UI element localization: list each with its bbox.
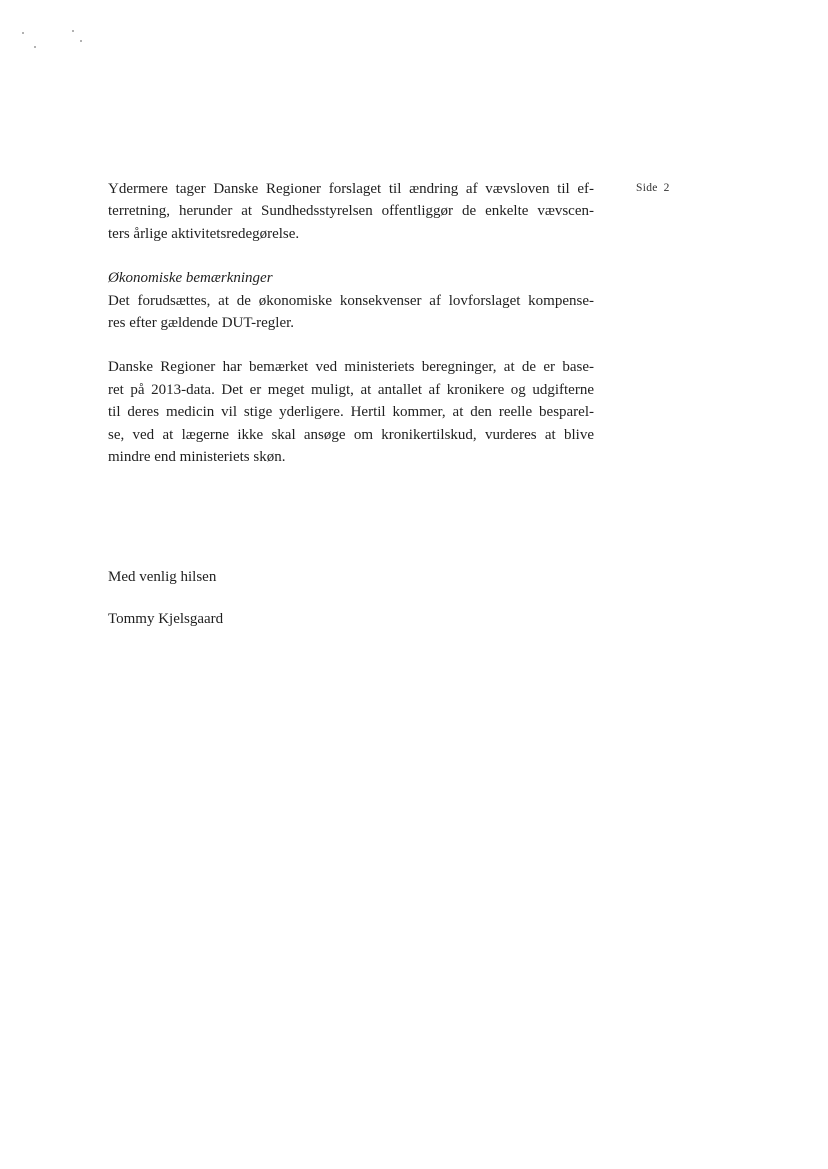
closing-salutation: Med venlig hilsen	[108, 569, 217, 585]
paragraph-line: Ydermere tager Danske Regioner forslaget til ændring af vævsloven til ef-	[108, 181, 594, 197]
paragraph-line: Danske Regioner har bemærket ved ministeriets beregninger, at de er base-	[108, 359, 594, 376]
paragraph-line: Det forudsættes, at de økonomiske konsekvenser af lovforslaget kompense-	[108, 292, 594, 309]
page-number: 2	[663, 182, 670, 194]
section-heading: Økonomiske bemærkninger	[108, 270, 273, 287]
signature-name: Tommy Kjelsgaard	[108, 611, 224, 627]
page-number-label	[636, 182, 670, 194]
paragraph-vaevsloven	[108, 178, 594, 245]
paragraph-gap	[108, 334, 594, 356]
scan-speck	[80, 40, 82, 42]
paragraph-line: ters årlige aktivitetsredegørelse.	[108, 225, 300, 242]
scan-speck	[72, 30, 74, 32]
paragraph-beregninger	[108, 356, 594, 468]
scan-speck	[22, 32, 24, 34]
paragraph-gap	[108, 245, 594, 267]
paragraph-line: ret på 2013-data. Det er meget muligt, at antallet af kronikere og udgifterne	[108, 381, 594, 398]
letter-body	[108, 178, 594, 468]
scan-speck	[34, 46, 36, 48]
paragraph-line: res efter gældende DUT-regler.	[108, 315, 295, 332]
paragraph-line: se, ved at lægerne ikke skal ansøge om kronikertilskud, vurderes at blive	[108, 426, 594, 443]
paragraph-line: terretning, herunder at Sundhedsstyrelsen offentliggør de enkelte vævscen-	[108, 203, 594, 220]
side-label-text: Side	[636, 182, 658, 194]
paragraph-oekonomiske	[108, 267, 594, 334]
paragraph-line: til deres medicin vil stige yderligere. Hertil kommer, at den reelle besparel-	[108, 404, 594, 421]
scan-specks	[20, 28, 90, 58]
paragraph-line: mindre end ministeriets skøn.	[108, 449, 286, 466]
